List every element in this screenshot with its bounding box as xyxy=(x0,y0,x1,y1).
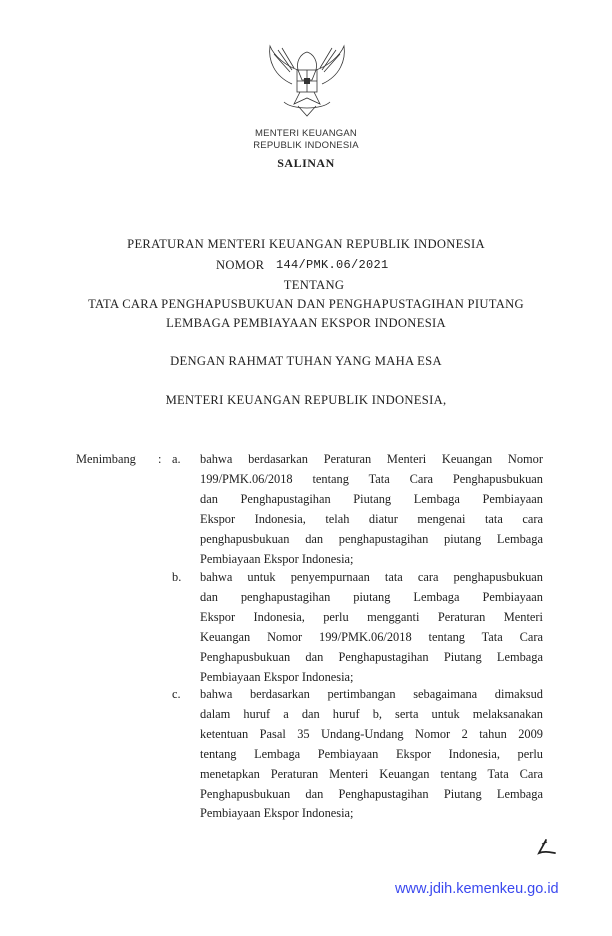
item-text-line xyxy=(200,650,543,665)
text-line: tentang Lembaga Pembiayaan Ekspor Indonesia, perlu xyxy=(200,746,543,761)
text-line: menetapkan Peraturan Menteri Keuangan tentang Tata Cara xyxy=(200,766,543,781)
subject-line-1: TATA CARA PENGHAPUSBUKUAN DAN PENGHAPUSTAGIHAN PIUTANG xyxy=(88,297,524,311)
ministry-line-2: REPUBLIK INDONESIA xyxy=(253,140,359,151)
item-letter: b. xyxy=(172,570,182,584)
item-text-line xyxy=(200,492,543,507)
invocation: DENGAN RAHMAT TUHAN YANG MAHA ESA xyxy=(170,354,442,368)
item-text-line xyxy=(200,806,543,821)
item-text-line xyxy=(200,532,543,547)
salinan-label: SALINAN xyxy=(277,156,335,170)
item-text-line xyxy=(200,630,543,645)
text-line: Pembiayaan Ekspor Indonesia; xyxy=(200,551,354,566)
garuda-emblem-icon xyxy=(262,40,352,120)
text-line: bahwa untuk penyempurnaan tata cara penghapusbukuan xyxy=(200,570,543,584)
item-letter: c. xyxy=(172,687,181,701)
item-text-line xyxy=(200,610,543,625)
paraf-initial xyxy=(536,838,560,858)
menimbang-label: Menimbang xyxy=(76,452,136,466)
text-line: bahwa berdasarkan Peraturan Menteri Keuangan Nomor xyxy=(200,452,543,466)
item-text-line xyxy=(200,472,543,487)
text-line: Pembiayaan Ekspor Indonesia; xyxy=(200,806,354,821)
text-line: ketentuan Pasal 35 Undang-Undang Nomor 2 tahun 2009 xyxy=(200,726,543,741)
issuer: MENTERI KEUANGAN REPUBLIK INDONESIA, xyxy=(165,393,447,407)
text-line: dan Penghapustagihan Piutang Lembaga Pembiayaan xyxy=(200,491,543,506)
item-text-line xyxy=(200,590,543,605)
item-text-line xyxy=(200,452,543,467)
text-line: bahwa berdasarkan pertimbangan sebagaimana dimaksud xyxy=(200,687,543,701)
menimbang-colon: : xyxy=(158,452,162,466)
tentang-label: TENTANG xyxy=(283,278,345,292)
text-line: Penghapusbukuan dan Penghapustagihan Piutang Lembaga xyxy=(200,649,543,664)
nomor-label: NOMOR xyxy=(216,258,265,272)
text-line: Ekspor Indonesia, perlu mengganti Peraturan Menteri xyxy=(200,609,543,624)
text-line: penghapusbukuan dan penghapustagihan piutang Lembaga xyxy=(200,531,543,546)
item-text-line xyxy=(200,787,543,802)
regulation-title: PERATURAN MENTERI KEUANGAN REPUBLIK INDONESIA xyxy=(127,237,485,251)
item-text-line xyxy=(200,687,543,702)
nomor-value: 144/PMK.06/2021 xyxy=(276,258,389,272)
item-letter: a. xyxy=(172,452,181,466)
item-text-line xyxy=(200,552,543,567)
item-text-line xyxy=(200,707,543,722)
text-line: Ekspor Indonesia, telah diatur mengenai tata cara xyxy=(200,511,543,526)
item-text-line xyxy=(200,727,543,742)
item-text-line xyxy=(200,570,543,585)
text-line: dan penghapustagihan piutang Lembaga Pembiayaan xyxy=(200,589,543,604)
item-text-line xyxy=(200,747,543,762)
text-line: Penghapusbukuan dan Penghapustagihan Piutang Lembaga xyxy=(200,786,543,801)
item-text-line xyxy=(200,670,543,685)
text-line: 199/PMK.06/2018 tentang Tata Cara Penghapusbukuan xyxy=(200,471,543,486)
jdih-url-link[interactable]: www.jdih.kemenkeu.go.id xyxy=(395,881,559,897)
item-text-line xyxy=(200,767,543,782)
text-line: Keuangan Nomor 199/PMK.06/2018 tentang Tata Cara xyxy=(200,629,543,644)
text-line: dalam huruf a dan huruf b, serta untuk melaksanakan xyxy=(200,706,543,721)
subject-line-2: LEMBAGA PEMBIAYAAN EKSPOR INDONESIA xyxy=(166,316,446,330)
text-line: Pembiayaan Ekspor Indonesia; xyxy=(200,669,354,684)
item-text-line xyxy=(200,512,543,527)
ministry-line-1: MENTERI KEUANGAN xyxy=(255,128,357,139)
